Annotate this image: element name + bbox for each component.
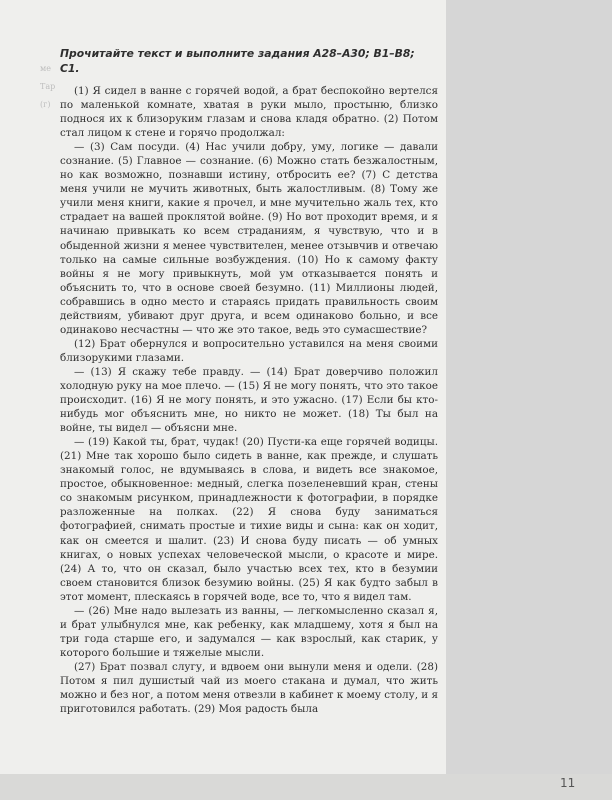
- paragraph: — (19) Какой ты, брат, чудак! (20) Пусти-ка еще горячей водицы. (21) Мне так хорошо было сидеть в ванне, как прежде, и слушать знакомый голос, не вдумываясь в слова, и видеть все знакомое, простое, обыкновенное: медный, слегка позеленевший кран, стены со знакомым рисунком, принадлежности к фотографии, в порядке разложенные на полках. (22) Я снова буду заниматься фотографией, снимать простые и тихие виды и сына: как он ходит, как он смеется и шалит. (23) И снова буду писать — об умных книгах, о новых успехах человеческой мысли, о красоте и мире. (24) А то, что он сказал, было участью всех тех, кто в безумии своем становится близок безумию войны. (25) Я как будто забыл в этот момент, плескаясь в горячей воде, все то, что я видел там.: [60, 436, 438, 603]
- paragraph: — (26) Мне надо вылезать из ванны, — легкомысленно сказал я, и брат улыбнулся мне, как ребенку, как младшему, хотя я был на три года старше его, и задумался — как взрослый, как старик, у которого большие и тяжелые мысли.: [60, 604, 438, 659]
- paragraph: — (3) Сам посуди. (4) Нас учили добру, уму, логике — давали сознание. (5) Главное — сознание. (6) Можно стать безжалостным, но как возможно, познавши истину, отбросить ее? (7) С детства меня учили не мучить животных, быть жалостливым. (8) Тому же учили меня книги, какие я прочел, и мне мучительно жаль тех, кто страдает на вашей проклятой войне. (9) Но вот проходит время, и я начинаю привыкать ко всем страданиям, я чувствую, что и в обыденной жизни я менее чувствителен, менее отзывчив и отвечаю только на самые сильные возбуждения. (10) Но к самому факту войны я не могу привыкнуть, мой ум отказывается понять и объяснить то, что в основе своей безумно. (11) Миллионы людей, собравшись в одно место и стараясь придать правильность своим действиям, убивают друг друга, и всем одинаково больно, и все одинаково несчастны — что же это такое, ведь это сумасшествие?: [60, 141, 438, 336]
- margin-mark: Тар: [40, 82, 56, 91]
- page-number: 11: [560, 776, 576, 790]
- task-heading: Прочитайте текст и выполните задания А28–А30; В1–В8; С1.: [60, 47, 415, 75]
- margin-mark: (г): [40, 100, 51, 109]
- text-column: [60, 46, 438, 716]
- paragraph: — (13) Я скажу тебе правду. — (14) Брат доверчиво положил холодную руку на мое плечо. — (15) Я не могу понять, что это такое происходит. (16) Я не могу понять, и это ужасно. (17) Если бы кто-нибудь мог объяснить мне, но никто не может. (18) Ты был на войне, ты видел — объясни мне.: [60, 365, 438, 435]
- paragraph: (27) Брат позвал слугу, и вдвоем они вынули меня и одели. (28) Потом я пил душистый чай из моего стакана и думал, что жить можно и без ног, а потом меня отвезли в кабинет к моему столу, и я приготовился работать. (29) Моя радость была: [60, 660, 438, 716]
- paragraph: (1) Я сидел в ванне с горячей водой, а брат беспокойно вертелся по маленькой комнате, хватая в руки мыло, простыню, близко поднося их к близоруким глазам и снова кладя обратно. (2) Потом стал лицом к стене и горячо продолжал:: [60, 85, 438, 140]
- scan-margin-bottom: [0, 774, 612, 800]
- paragraph: (12) Брат обернулся и вопросительно уставился на меня своими близорукими глазами.: [60, 337, 438, 364]
- scan-margin-right: [446, 0, 612, 800]
- margin-mark: ме: [40, 64, 51, 73]
